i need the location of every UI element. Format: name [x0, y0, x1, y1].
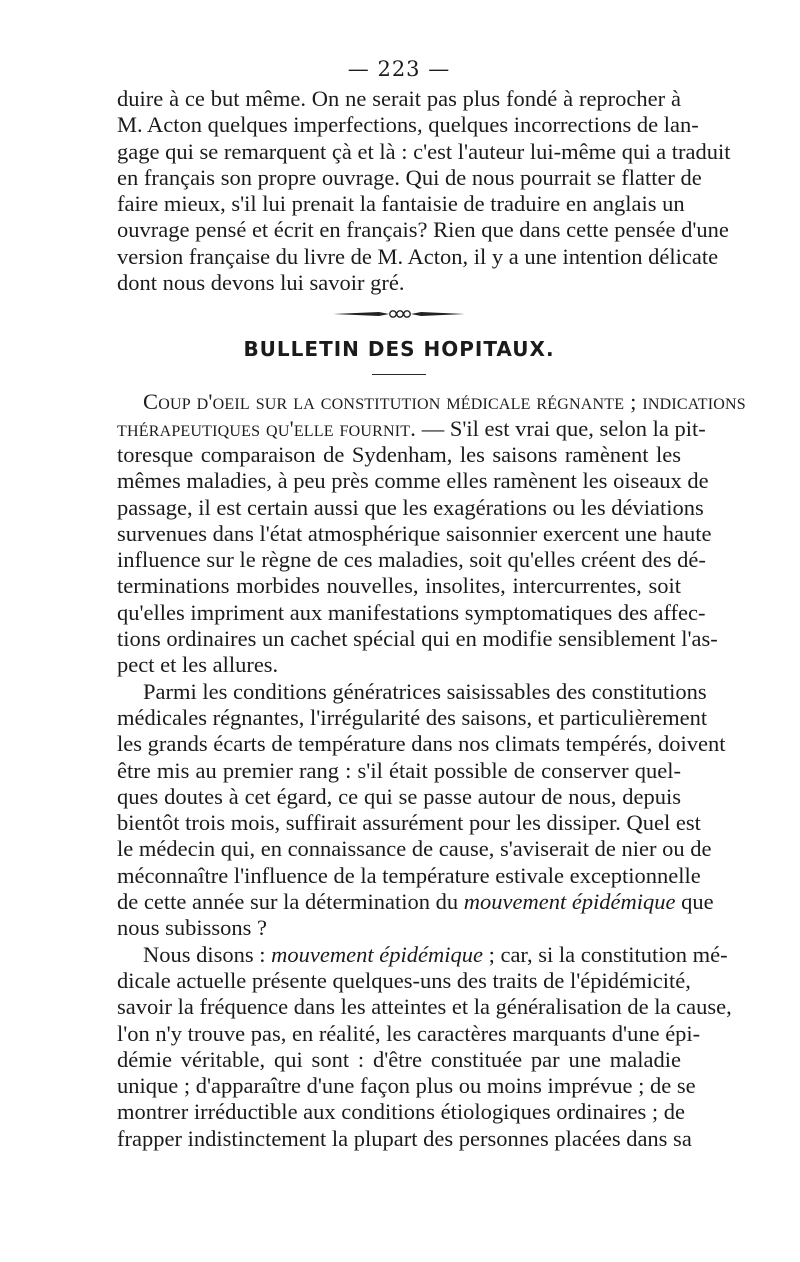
italic-phrase: mouvement épidémique: [271, 941, 483, 967]
ornament-icon: [329, 307, 469, 321]
text-fragment: ; car, si la constitution mé-: [482, 941, 728, 967]
text-line: nous subissons ?: [117, 915, 268, 941]
text-line: tions ordinaires un cachet spécial qui en modifie sensiblement l'as-: [117, 626, 718, 652]
text-line: méconnaître l'influence de la température estivale exceptionnelle: [117, 862, 701, 888]
text-fragment: que: [675, 889, 714, 915]
text-fragment: de cette année sur la détermination du: [117, 889, 464, 915]
text-line: être mis au premier rang : s'il était possible de conserver quel-: [117, 757, 681, 783]
text-line: pect et les allures.: [117, 652, 279, 678]
ornament-divider: [117, 296, 681, 332]
text-line: l'on n'y trouve pas, en réalité, les caractères marquants d'une épi-: [117, 1020, 701, 1046]
text-line: bientôt trois mois, suffirait assurément pour les dissiper. Quel est: [117, 810, 701, 836]
text-line: unique ; d'apparaître d'une façon plus ou moins imprévue ; de se: [117, 1073, 696, 1099]
text-line: mêmes maladies, à peu près comme elles ramènent les oiseaux de: [117, 468, 709, 494]
text-line: survenues dans l'état atmosphérique saisonnier exercent une haute: [117, 520, 712, 546]
text-line: médicales régnantes, l'irrégularité des saisons, et particulièrement: [117, 704, 708, 730]
paragraph-conditions: [117, 678, 726, 942]
text-line: ques doutes à cet égard, ce qui se passe autour de nous, depuis: [117, 783, 681, 809]
text-line: en français son propre ouvrage. Qui de nous pourrait se flatter de: [117, 164, 702, 190]
text-line: qu'elles impriment aux manifestations symptomatiques des affec-: [117, 599, 706, 625]
text-line: gage qui se remarquent çà et là : c'est l'auteur lui-même qui a traduit: [117, 138, 731, 164]
paragraph-epidemic: [117, 941, 732, 1152]
text-fragment: Nous disons :: [143, 941, 272, 967]
text-line: savoir la fréquence dans les atteintes et la généralisation de la cause,: [117, 994, 732, 1020]
text-line: duire à ce but même. On ne serait pas plus fondé à reprocher à: [117, 86, 681, 111]
book-page: [117, 52, 746, 1152]
text-line: montrer irréductible aux conditions étiologiques ordinaires ; de: [117, 1099, 685, 1125]
text-line: toresque comparaison de Sydenham, les saisons ramènent les: [117, 441, 681, 467]
text-line: passage, il est certain aussi que les exagérations ou les déviations: [117, 494, 704, 520]
text-line: démie véritable, qui sont : d'être constituée par une maladie: [117, 1046, 681, 1072]
text-line: influence sur le règne de ces maladies, soit qu'elles créent des dé-: [117, 547, 706, 573]
text-line: le médecin qui, en connaissance de cause, s'aviserait de nier ou de: [117, 836, 712, 862]
intro-paragraph: [117, 86, 731, 296]
text-line: Parmi les conditions génératrices saisissables des constitutions: [143, 678, 707, 704]
text-line: dicale actuelle présente quelques-uns des traits de l'épidémicité,: [117, 967, 691, 993]
text-line: frapper indistinctement la plupart des personnes placées dans sa: [117, 1125, 692, 1151]
page-number: — 223 —: [347, 57, 451, 81]
text-line: les grands écarts de température dans nos climats tempérés, doivent: [117, 731, 726, 757]
italic-phrase: mouvement épidémique: [463, 889, 676, 915]
text-line: version française du livre de M. Acton, il y a une intention délicate: [117, 243, 719, 269]
text-line: [117, 889, 714, 915]
paragraph-constitution: [117, 389, 746, 678]
heading-rule: [372, 374, 426, 375]
text-line: [117, 415, 706, 442]
text-line: M. Acton quelques imperfections, quelques incorrections de lan-: [117, 112, 699, 138]
section-heading: BULLETIN DES HOPITAUX.: [243, 337, 555, 362]
text-line: ouvrage pensé et écrit en français? Rien que dans cette pensée d'une: [117, 217, 729, 243]
text-line: terminations morbides nouvelles, insolites, intercurrentes, soit: [117, 573, 681, 599]
lead-phrase: thérapeutiques qu'elle fournit.: [117, 415, 417, 441]
text-line: [117, 941, 728, 968]
text-line: dont nous devons lui savoir gré.: [117, 270, 405, 296]
text-fragment: — S'il est vrai que, selon la pit-: [416, 415, 706, 441]
text-line: faire mieux, s'il lui prenait la fantaisie de traduire en anglais un: [117, 191, 685, 217]
text-line: Coup d'oeil sur la constitution médicale régnante ; indications: [143, 389, 746, 415]
